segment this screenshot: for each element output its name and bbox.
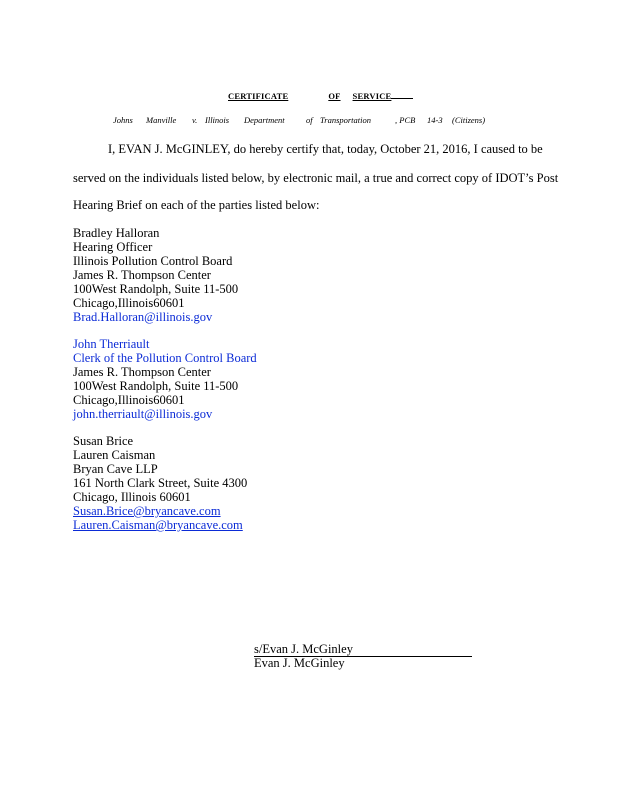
- caption-party2b: Department: [244, 115, 285, 125]
- recipient1-building: James R. Thompson Center: [73, 268, 211, 282]
- recipient2-role: Clerk of the Pollution Control Board: [73, 351, 257, 365]
- caption-pcb: , PCB: [395, 115, 416, 125]
- recipient3-email2-link[interactable]: Lauren.Caisman@bryancave.com: [73, 518, 243, 532]
- recipient2-name: John Therriault: [73, 337, 150, 351]
- caption-number: 14-3: [427, 115, 443, 125]
- caption-versus: v.: [192, 115, 198, 125]
- title-word-of: OF: [328, 91, 341, 101]
- recipient1-role: Hearing Officer: [73, 240, 153, 254]
- recipient3-street: 161 North Clark Street, Suite 4300: [73, 476, 248, 490]
- caption-party2d: Transportation: [320, 115, 372, 125]
- signature-signed: s/Evan J. McGinley: [254, 642, 353, 656]
- caption-party2a: Illinois: [205, 115, 230, 125]
- recipient1-email-link[interactable]: Brad.Halloran@illinois.gov: [73, 310, 213, 324]
- recipient1-street: 100West Randolph, Suite 11-500: [73, 282, 239, 296]
- recipient3-name2: Lauren Caisman: [73, 448, 156, 462]
- recipient1-org: Illinois Pollution Control Board: [73, 254, 233, 268]
- recipient1-city: Chicago,Illinois60601: [73, 296, 185, 310]
- recipient2-email-link[interactable]: john.therriault@illinois.gov: [73, 407, 213, 421]
- recipient2-street: 100West Randolph, Suite 11-500: [73, 379, 239, 393]
- caption-type: (Citizens): [452, 115, 486, 125]
- signature-line: [254, 643, 472, 657]
- certification-line-2: served on the individuals listed below, by electronic mail, a true and correct copy of IDOT’s Post: [73, 171, 559, 185]
- signature-name: Evan J. McGinley: [254, 656, 345, 670]
- caption-party1a: Johns: [113, 115, 133, 125]
- title-word-service: SERVICE: [352, 91, 392, 101]
- recipient2-building: James R. Thompson Center: [73, 365, 211, 379]
- recipient2-city: Chicago,Illinois60601: [73, 393, 185, 407]
- title-word-certificate: CERTIFICATE: [228, 91, 289, 101]
- recipient3-city: Chicago, Illinois 60601: [73, 490, 191, 504]
- caption-party1b: Manville: [146, 115, 177, 125]
- certification-line-3: Hearing Brief on each of the parties listed below:: [73, 198, 320, 212]
- recipient3-firm: Bryan Cave LLP: [73, 462, 158, 476]
- certification-line-1: I, EVAN J. McGINLEY, do hereby certify that, today, October 21, 2016, I caused to be: [108, 142, 543, 156]
- recipient3-email1-link[interactable]: Susan.Brice@bryancave.com: [73, 504, 221, 518]
- caption-party2c: of: [306, 115, 313, 125]
- recipient1-name: Bradley Halloran: [73, 226, 160, 240]
- recipient3-name1: Susan Brice: [73, 434, 134, 448]
- document-title: [228, 89, 413, 101]
